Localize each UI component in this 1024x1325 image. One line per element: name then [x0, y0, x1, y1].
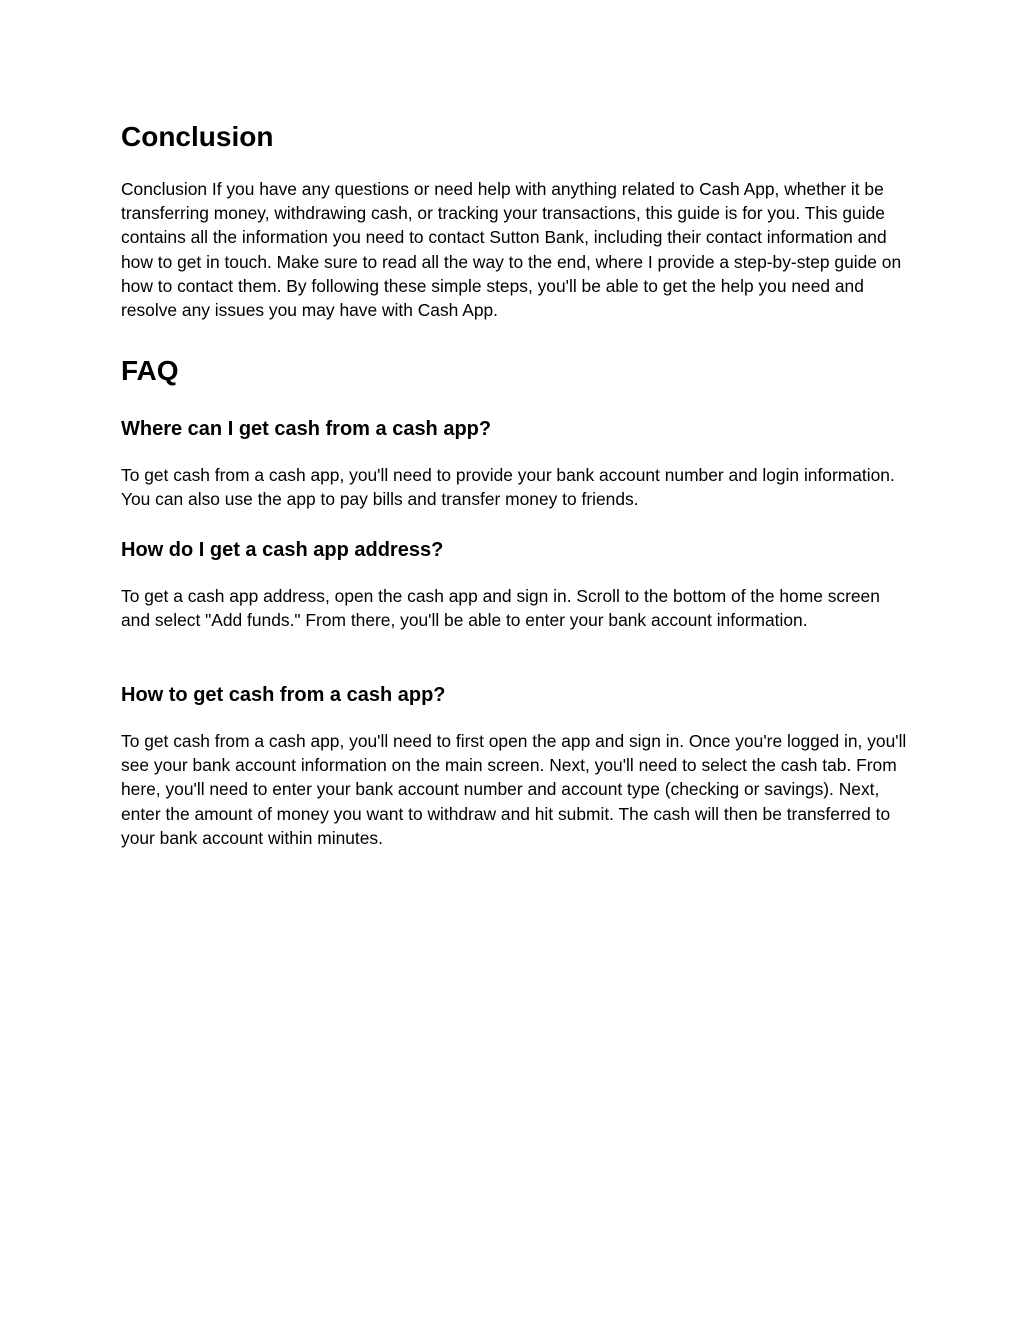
faq-answer-1: To get cash from a cash app, you'll need to provide your bank account number and login information. You can also use the app to pay bills and transfer money to friends.	[121, 465, 895, 510]
faq-answer-2: To get a cash app address, open the cash app and sign in. Scroll to the bottom of the home screen and select "Add funds." From there, you'll be able to enter your bank account information.	[121, 586, 880, 631]
faq-question-1: Where can I get cash from a cash app?	[121, 418, 492, 440]
faq-answer-3: To get cash from a cash app, you'll need to first open the app and sign in. Once you're logged in, you'll see your bank account information on the main screen. Next, you'll need to select the cash tab. From here, you'll need to enter your bank account number and account type (checking or savings). Next, enter the amount of money you want to withdraw and hit submit. The cash will then be transferred to your bank account within minutes.	[121, 731, 907, 848]
conclusion-paragraph: Conclusion If you have any questions or need help with anything related to Cash App, whether it be transferring money, withdrawing cash, or tracking your transactions, this guide is for you. This guide contains all the information you need to contact Sutton Bank, including their contact information and how to get in touch. Make sure to read all the way to the end, where I provide a step-by-step guide on how to contact them. By following these simple steps, you'll be able to get the help you need and resolve any issues you may have with Cash App.	[121, 179, 902, 321]
faq-question-2: How do I get a cash app address?	[121, 539, 444, 561]
faq-question-3: How to get cash from a cash app?	[121, 684, 446, 706]
faq-heading: FAQ	[121, 355, 179, 386]
conclusion-heading: Conclusion	[121, 121, 274, 152]
